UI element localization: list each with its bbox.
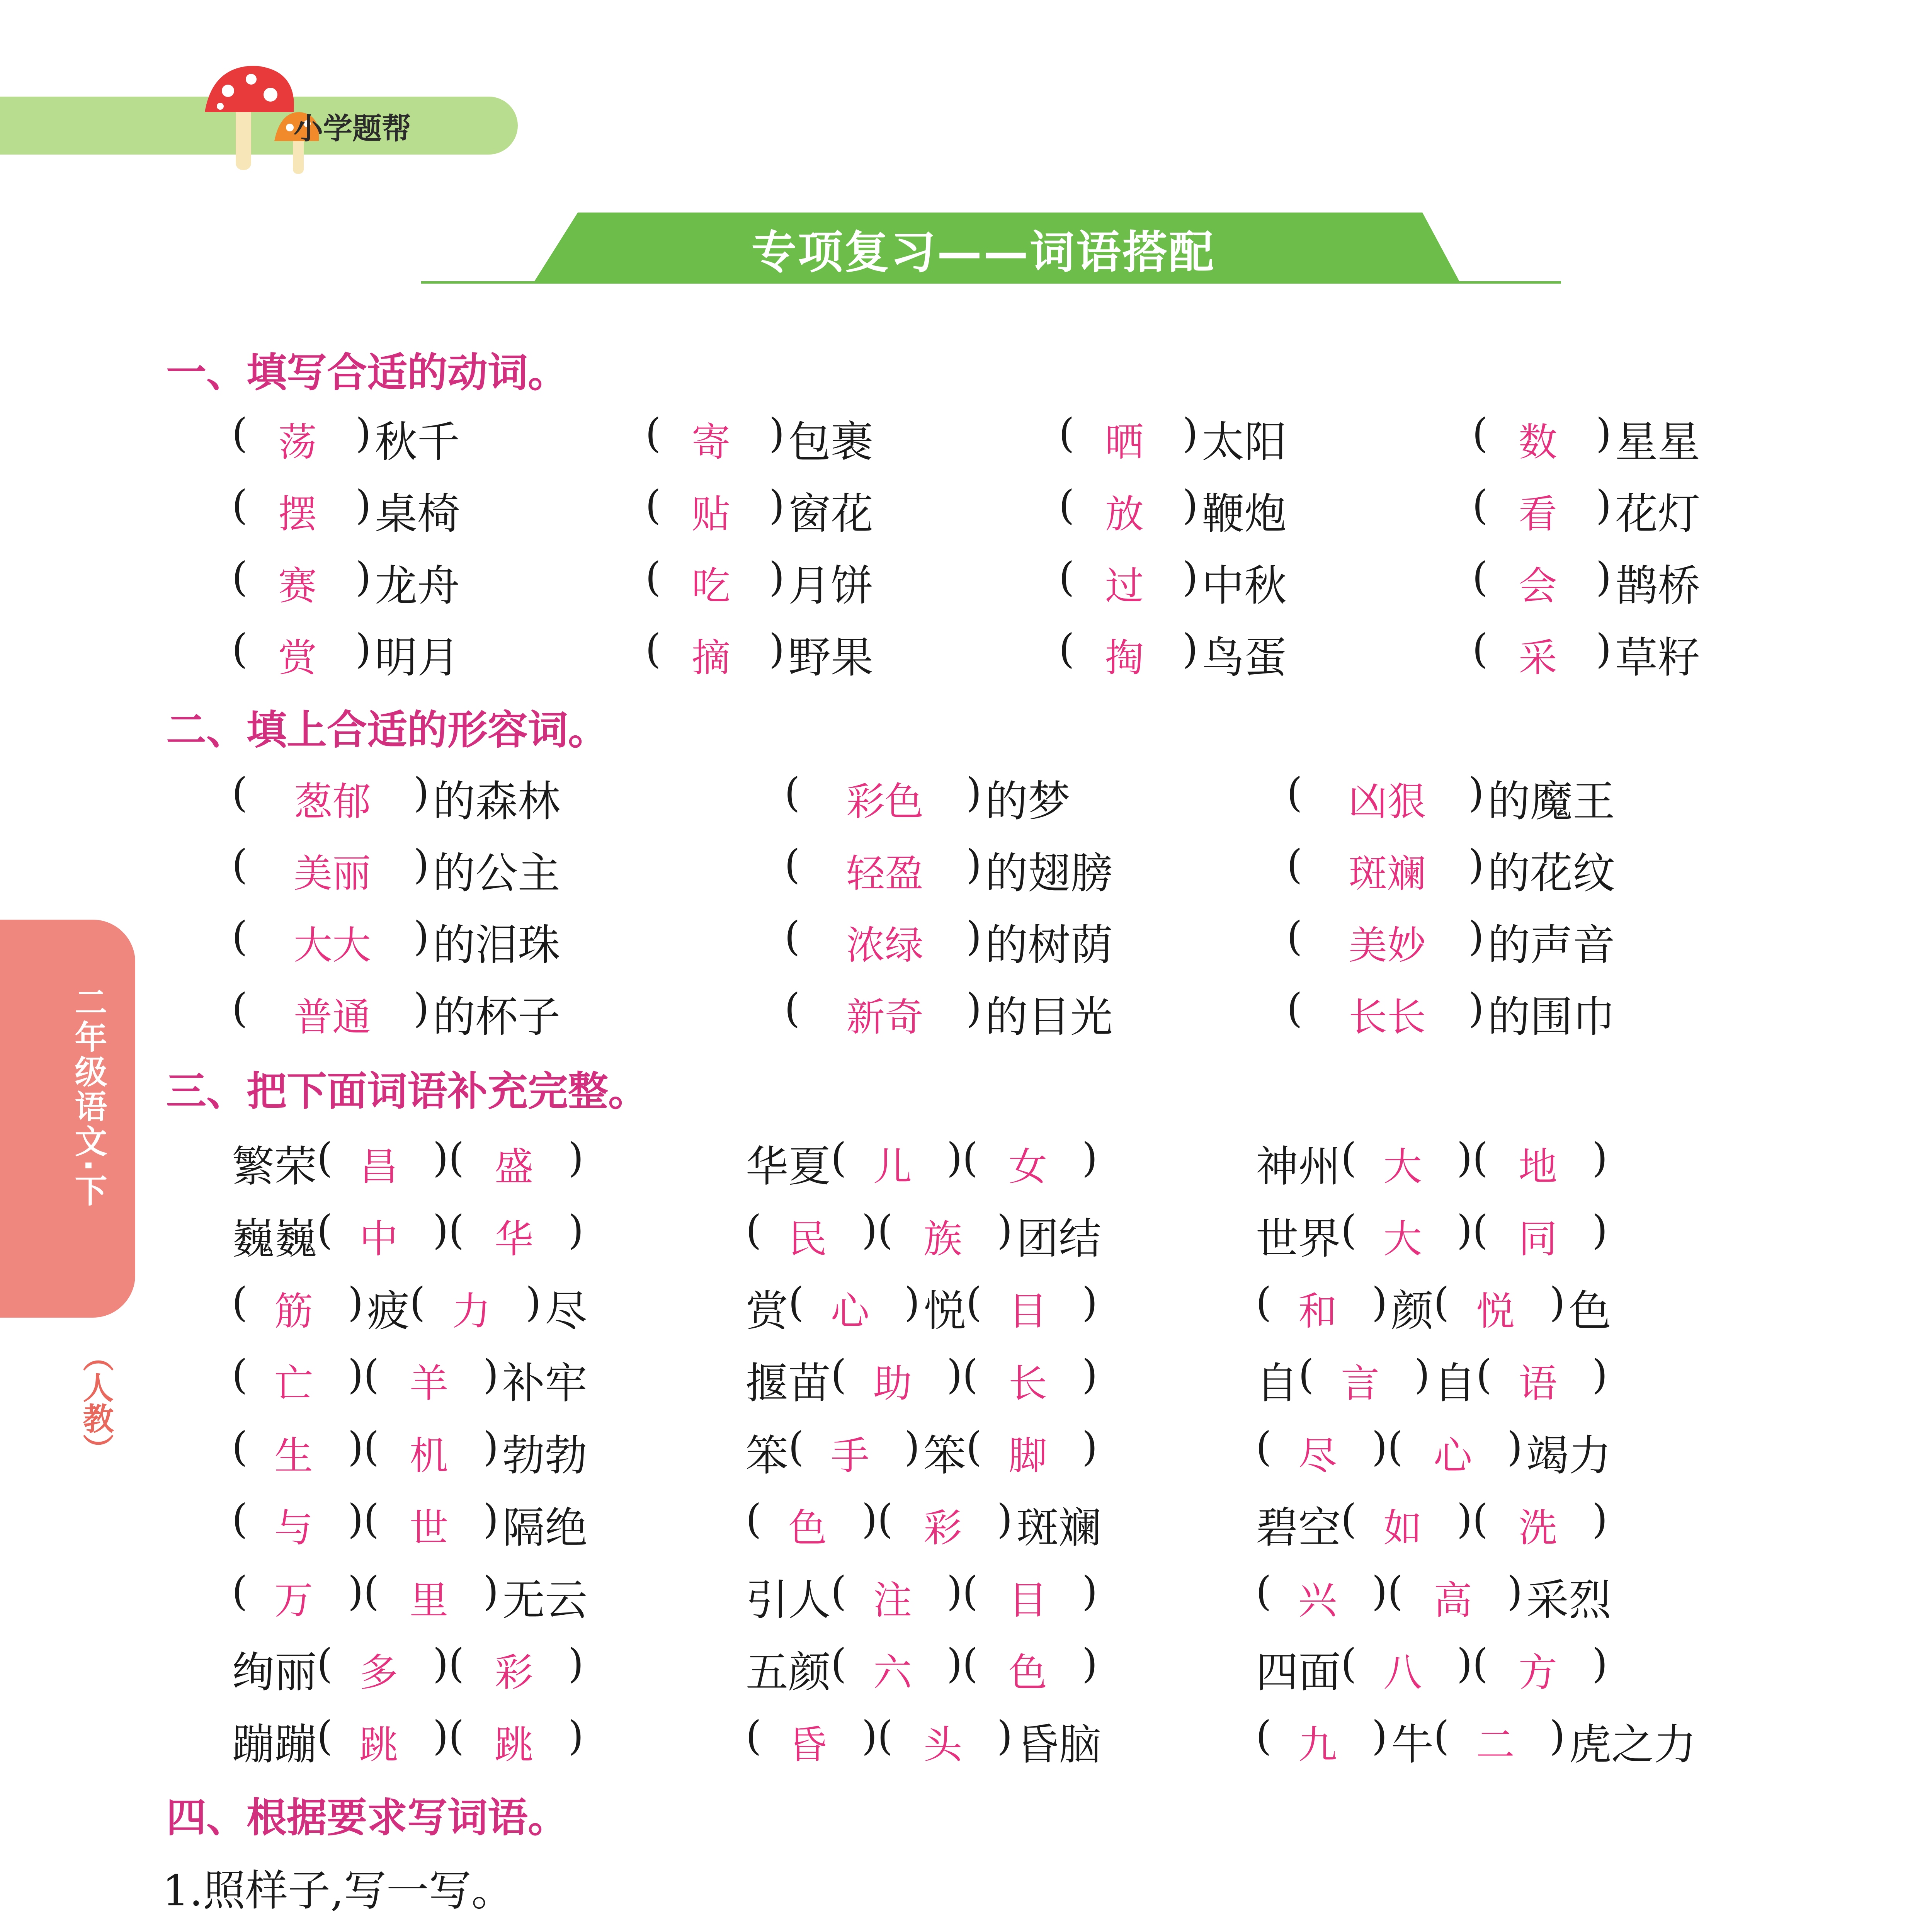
- word: 补牢: [502, 1359, 587, 1408]
- paren-close: ): [1592, 1206, 1608, 1253]
- word: 勃勃: [502, 1431, 587, 1480]
- paren-close-open: )(: [433, 1712, 464, 1759]
- section-heading: 四、根据要求写词语。: [166, 1794, 568, 1841]
- question-label: 1.照样子,写一写。: [162, 1866, 514, 1915]
- paren-close: ): [1372, 1279, 1388, 1326]
- paren-open: (: [1434, 1279, 1449, 1326]
- paren-open: (: [1287, 769, 1303, 816]
- side-tab-grade: 二年级语文·下: [70, 985, 107, 1209]
- paren-open: (: [1434, 1712, 1449, 1759]
- answer: 注: [873, 1578, 912, 1623]
- answer: 里: [410, 1578, 448, 1623]
- answer: 多: [359, 1650, 398, 1695]
- paren-open: (: [1256, 1423, 1272, 1470]
- word: 的梦: [985, 777, 1070, 826]
- paren-close: ): [1468, 769, 1484, 816]
- paren-open: (: [1059, 553, 1075, 600]
- word: 赏: [746, 1286, 788, 1336]
- paren-close: ): [1082, 1423, 1098, 1470]
- answer: 晒: [1105, 420, 1144, 465]
- answer: 语: [1519, 1361, 1557, 1406]
- answer: 世: [410, 1505, 448, 1551]
- paren-close-open: )(: [433, 1640, 464, 1687]
- paren-close: ): [1592, 1134, 1608, 1181]
- answer: 大: [1383, 1216, 1422, 1262]
- word: 鸟蛋: [1202, 633, 1287, 682]
- paren-open: (: [1298, 1351, 1314, 1398]
- paren-open: (: [746, 1206, 762, 1253]
- paren-close: ): [997, 1206, 1013, 1253]
- paren-close-open: )(: [348, 1351, 379, 1398]
- paren-close: ): [355, 625, 371, 672]
- answer: 方: [1519, 1650, 1557, 1695]
- paren-close: ): [1182, 553, 1198, 600]
- paren-close-open: )(: [1457, 1206, 1488, 1253]
- word: 鹊桥: [1615, 561, 1700, 611]
- answer: 大: [1383, 1144, 1422, 1189]
- brand-label: 小学题帮: [294, 111, 411, 146]
- word: 的森林: [433, 777, 560, 826]
- paren-open: (: [784, 841, 800, 888]
- word: 繁荣: [232, 1142, 317, 1191]
- paren-close: ): [1592, 1640, 1608, 1687]
- word: 牛: [1391, 1720, 1434, 1769]
- paren-close: ): [1082, 1640, 1098, 1687]
- answer: 万: [274, 1578, 313, 1623]
- answer: 目: [1009, 1289, 1047, 1334]
- word: 秋千: [375, 417, 460, 467]
- paren-close: ): [1549, 1279, 1565, 1326]
- paren-close: ): [997, 1712, 1013, 1759]
- answer: 跳: [495, 1722, 533, 1767]
- paren-open: (: [317, 1134, 333, 1181]
- word: 野果: [788, 633, 873, 682]
- paren-open: (: [1472, 625, 1488, 672]
- paren-close: ): [1592, 1495, 1608, 1543]
- paren-close: ): [1182, 481, 1198, 529]
- paren-open: (: [232, 1351, 248, 1398]
- paren-open: (: [788, 1279, 804, 1326]
- answer: 尽: [1298, 1433, 1337, 1478]
- word: 龙舟: [375, 561, 460, 611]
- answer: 长长: [1349, 995, 1426, 1040]
- answer: 彩色: [846, 779, 923, 824]
- word: 揠苗: [746, 1359, 831, 1408]
- answer: 手: [831, 1433, 869, 1478]
- answer: 新奇: [846, 995, 923, 1040]
- word: 的树荫: [985, 920, 1113, 970]
- word: 鞭炮: [1202, 489, 1287, 539]
- paren-open: (: [645, 625, 661, 672]
- paren-close-open: )(: [1457, 1640, 1488, 1687]
- paren-close: ): [1596, 625, 1612, 672]
- word: 的花纹: [1488, 849, 1615, 898]
- paren-close-open: )(: [348, 1423, 379, 1470]
- answer: 荡: [278, 420, 317, 465]
- paren-open: (: [831, 1351, 847, 1398]
- word: 笨: [746, 1431, 788, 1480]
- paren-open: (: [831, 1640, 847, 1687]
- paren-close: ): [483, 1568, 499, 1615]
- word: 悦: [923, 1286, 966, 1336]
- answer: 采: [1519, 635, 1557, 680]
- section-heading: 三、把下面词语补充完整。: [166, 1068, 649, 1115]
- paren-close: ): [1372, 1712, 1388, 1759]
- word: 蹦蹦: [232, 1720, 317, 1769]
- answer: 看: [1519, 492, 1557, 537]
- paren-open: (: [1287, 841, 1303, 888]
- paren-open: (: [831, 1134, 847, 1181]
- word: 五颜: [746, 1648, 831, 1697]
- answer: 凶狠: [1349, 779, 1426, 824]
- answer: 助: [873, 1361, 912, 1406]
- paren-open: (: [1341, 1206, 1357, 1253]
- paren-close: ): [904, 1279, 920, 1326]
- paren-close: ): [769, 410, 785, 457]
- paren-close-open: )(: [947, 1134, 978, 1181]
- answer: 赏: [278, 635, 317, 680]
- paren-open: (: [645, 481, 661, 529]
- paren-close: ): [1596, 410, 1612, 457]
- answer: 六: [873, 1650, 912, 1695]
- answer: 族: [923, 1216, 962, 1262]
- answer: 筋: [274, 1289, 313, 1334]
- paren-close-open: )(: [1372, 1423, 1403, 1470]
- paren-close: ): [413, 841, 429, 888]
- answer: 彩: [923, 1505, 962, 1551]
- answer: 华: [495, 1216, 533, 1262]
- paren-open: (: [784, 769, 800, 816]
- paren-close: ): [1468, 985, 1484, 1032]
- answer: 斑斓: [1349, 851, 1426, 896]
- answer: 民: [788, 1216, 827, 1262]
- paren-open: (: [232, 769, 248, 816]
- paren-open: (: [232, 1568, 248, 1615]
- word: 的翅膀: [985, 849, 1113, 898]
- paren-close: ): [1596, 553, 1612, 600]
- word: 采烈: [1526, 1575, 1611, 1625]
- paren-close: ): [966, 769, 982, 816]
- answer: 过: [1105, 563, 1144, 609]
- answer: 美妙: [1349, 923, 1426, 968]
- answer: 二: [1476, 1722, 1515, 1767]
- answer: 目: [1009, 1578, 1047, 1623]
- word-b: [707, 1928, 1020, 1932]
- word: 四面: [1256, 1648, 1341, 1697]
- word: 笨: [923, 1431, 966, 1480]
- paren-close-open: )(: [862, 1712, 893, 1759]
- paren-close: ): [1507, 1568, 1523, 1615]
- word: 团结: [1016, 1214, 1101, 1264]
- word: 的杯子: [433, 992, 560, 1042]
- word: 包裹: [788, 417, 873, 467]
- answer: 普通: [294, 995, 371, 1040]
- paren-close: ): [483, 1495, 499, 1543]
- word: 世界: [1256, 1214, 1341, 1264]
- paren-close-open: )(: [947, 1351, 978, 1398]
- paren-open: (: [1472, 410, 1488, 457]
- answer: 摆: [278, 492, 317, 537]
- paren-close-open: )(: [348, 1568, 379, 1615]
- paren-open: (: [1472, 553, 1488, 600]
- paren-close: ): [483, 1423, 499, 1470]
- section-heading: 一、填写合适的动词。: [166, 349, 568, 396]
- paren-open: (: [1059, 481, 1075, 529]
- paren-close-open: )(: [433, 1206, 464, 1253]
- paren-close: ): [483, 1351, 499, 1398]
- answer: 会: [1519, 563, 1557, 609]
- answer: 亡: [274, 1361, 313, 1406]
- answer: 高: [1434, 1578, 1472, 1623]
- answer: 摘: [692, 635, 730, 680]
- word: 的围巾: [1488, 992, 1615, 1042]
- paren-close: ): [568, 1712, 584, 1759]
- answer: 彩: [495, 1650, 533, 1695]
- answer: 悦: [1476, 1289, 1515, 1334]
- answer: 地: [1519, 1144, 1557, 1189]
- paren-close: ): [526, 1279, 541, 1326]
- word: 自: [1434, 1359, 1476, 1408]
- word: 引人: [746, 1575, 831, 1625]
- paren-open: (: [784, 985, 800, 1032]
- paren-close: ): [966, 841, 982, 888]
- paren-open: (: [831, 1568, 847, 1615]
- paren-open: (: [317, 1206, 333, 1253]
- word: 昏脑: [1016, 1720, 1101, 1769]
- paren-open: (: [746, 1712, 762, 1759]
- answer: 盛: [495, 1144, 533, 1189]
- word: 太阳: [1202, 417, 1287, 467]
- paren-open: (: [1059, 410, 1075, 457]
- paren-close: ): [1414, 1351, 1430, 1398]
- word: 的魔王: [1488, 777, 1615, 826]
- answer: 放: [1105, 492, 1144, 537]
- word: 自: [1256, 1359, 1298, 1408]
- paren-close: ): [1468, 841, 1484, 888]
- word-a: [386, 1928, 622, 1932]
- answer: 兴: [1298, 1578, 1337, 1623]
- answer: 与: [274, 1505, 313, 1551]
- answer: 心: [831, 1289, 869, 1334]
- word: 中秋: [1202, 561, 1287, 611]
- paren-close-open: )(: [1457, 1134, 1488, 1181]
- paren-close-open: )(: [1457, 1495, 1488, 1543]
- word: 华夏: [746, 1142, 831, 1191]
- paren-close: ): [1082, 1279, 1098, 1326]
- word: 竭力: [1526, 1431, 1611, 1480]
- paren-close: ): [413, 769, 429, 816]
- word: 绚丽: [232, 1648, 317, 1697]
- paren-close-open: )(: [862, 1206, 893, 1253]
- paren-open: (: [1472, 481, 1488, 529]
- paren-close: ): [1596, 481, 1612, 529]
- paren-close: ): [568, 1640, 584, 1687]
- word: 月饼: [788, 561, 873, 611]
- answer: 美丽: [294, 851, 371, 896]
- paren-close: ): [966, 985, 982, 1032]
- paren-open: (: [232, 1495, 248, 1543]
- paren-open: (: [966, 1279, 982, 1326]
- answer: 同: [1519, 1216, 1557, 1262]
- example-char: [211, 1927, 253, 1932]
- paren-close: ): [355, 410, 371, 457]
- paren-close: ): [413, 913, 429, 960]
- paren-close: ): [1182, 410, 1198, 457]
- word: 无云: [502, 1575, 587, 1625]
- paren-open: (: [232, 553, 248, 600]
- answer: 心: [1434, 1433, 1472, 1478]
- paren-open: (: [232, 481, 248, 529]
- word: 窗花: [788, 489, 873, 539]
- word: 色: [1569, 1286, 1611, 1336]
- word: 的声音: [1488, 920, 1615, 970]
- answer: 色: [1009, 1650, 1047, 1695]
- answer: 长: [1009, 1361, 1047, 1406]
- paren-open: (: [784, 913, 800, 960]
- paren-close: ): [1082, 1351, 1098, 1398]
- section-heading: 二、填上合适的形容词。: [166, 706, 609, 753]
- paren-close: ): [1549, 1712, 1565, 1759]
- paren-close: ): [568, 1134, 584, 1181]
- paren-open: (: [232, 1423, 248, 1470]
- word: 桌椅: [375, 489, 460, 539]
- answer: 色: [788, 1505, 827, 1551]
- paren-open: (: [746, 1495, 762, 1543]
- answer: 轻盈: [846, 851, 923, 896]
- paren-close-open: )(: [947, 1568, 978, 1615]
- answer: 儿: [873, 1144, 912, 1189]
- paren-open: (: [232, 625, 248, 672]
- answer: 葱郁: [294, 779, 371, 824]
- side-tab-edition: （人教）: [78, 1341, 114, 1464]
- answer: 脚: [1009, 1433, 1047, 1478]
- answer: 言: [1341, 1361, 1379, 1406]
- answer: 机: [410, 1433, 448, 1478]
- paren-close: ): [355, 481, 371, 529]
- word: 明月: [375, 633, 460, 682]
- word: 星星: [1615, 417, 1700, 467]
- word: 花灯: [1615, 489, 1700, 539]
- paren-close-open: )(: [947, 1640, 978, 1687]
- answer: 寄: [692, 420, 730, 465]
- paren-open: (: [232, 1279, 248, 1326]
- paren-open: (: [788, 1423, 804, 1470]
- paren-close: ): [966, 913, 982, 960]
- word: 斑斓: [1016, 1503, 1101, 1553]
- answer: 浓绿: [846, 923, 923, 968]
- answer: 赛: [278, 563, 317, 609]
- paren-close-open: )(: [1372, 1568, 1403, 1615]
- paren-close: ): [1082, 1134, 1098, 1181]
- paren-close: ): [769, 553, 785, 600]
- paren-open: (: [1341, 1134, 1357, 1181]
- paren-close: ): [997, 1495, 1013, 1543]
- answer: 贴: [692, 492, 730, 537]
- paren-close: ): [1592, 1351, 1608, 1398]
- word: 的泪珠: [433, 920, 560, 970]
- paren-close: ): [769, 625, 785, 672]
- page-title: 专项复习——词语搭配: [752, 226, 1215, 279]
- paren-open: (: [645, 410, 661, 457]
- paren-open: (: [1059, 625, 1075, 672]
- paren-open: (: [1341, 1495, 1357, 1543]
- paren-close: ): [355, 553, 371, 600]
- answer: 跳: [359, 1722, 398, 1767]
- word: 草籽: [1615, 633, 1700, 682]
- paren-close: ): [1082, 1568, 1098, 1615]
- paren-open: (: [1256, 1279, 1272, 1326]
- paren-open: (: [966, 1423, 982, 1470]
- paren-open: (: [1476, 1351, 1492, 1398]
- paren-open: (: [410, 1279, 425, 1326]
- answer: 头: [923, 1722, 962, 1767]
- paren-close: ): [1507, 1423, 1523, 1470]
- answer: 女: [1009, 1144, 1047, 1189]
- answer: 九: [1298, 1722, 1337, 1767]
- paren-open: (: [1256, 1712, 1272, 1759]
- word: 颜: [1391, 1286, 1434, 1336]
- paren-close-open: )(: [433, 1134, 464, 1181]
- paren-open: (: [232, 410, 248, 457]
- paren-close: ): [568, 1206, 584, 1253]
- answer: 八: [1383, 1650, 1422, 1695]
- answer: 昌: [359, 1144, 398, 1189]
- paren-open: (: [1287, 985, 1303, 1032]
- paren-close: ): [904, 1423, 920, 1470]
- paren-open: (: [317, 1712, 333, 1759]
- answer: 力: [452, 1289, 491, 1334]
- paren-close: ): [769, 481, 785, 529]
- word: 疲: [367, 1286, 410, 1336]
- word: 神州: [1256, 1142, 1341, 1191]
- paren-open: (: [1341, 1640, 1357, 1687]
- word: 隔绝: [502, 1503, 587, 1553]
- answer: 掏: [1105, 635, 1144, 680]
- answer: 羊: [410, 1361, 448, 1406]
- word: 碧空: [1256, 1503, 1341, 1553]
- answer: 生: [274, 1433, 313, 1478]
- answer: 中: [359, 1216, 398, 1262]
- paren-close-open: )(: [348, 1495, 379, 1543]
- answer: 数: [1519, 420, 1557, 465]
- paren-open: (: [1287, 913, 1303, 960]
- answer: 大大: [294, 923, 371, 968]
- answer: 和: [1298, 1289, 1337, 1334]
- answer: 洗: [1519, 1505, 1557, 1551]
- paren-open: (: [1256, 1568, 1272, 1615]
- word: 的目光: [985, 992, 1113, 1042]
- answer: 如: [1383, 1505, 1422, 1551]
- paren-close: ): [348, 1279, 364, 1326]
- paren-open: (: [645, 553, 661, 600]
- paren-open: (: [232, 841, 248, 888]
- answer: 昏: [788, 1722, 827, 1767]
- paren-close-open: )(: [862, 1495, 893, 1543]
- answer: 吃: [692, 563, 730, 609]
- word: 虎之力: [1569, 1720, 1696, 1769]
- paren-close: ): [1182, 625, 1198, 672]
- paren-open: (: [232, 985, 248, 1032]
- paren-close: ): [413, 985, 429, 1032]
- word: 巍巍: [232, 1214, 317, 1264]
- word: 的公主: [433, 849, 560, 898]
- word: 尽: [545, 1286, 587, 1336]
- paren-open: (: [232, 913, 248, 960]
- paren-close: ): [1468, 913, 1484, 960]
- paren-open: (: [317, 1640, 333, 1687]
